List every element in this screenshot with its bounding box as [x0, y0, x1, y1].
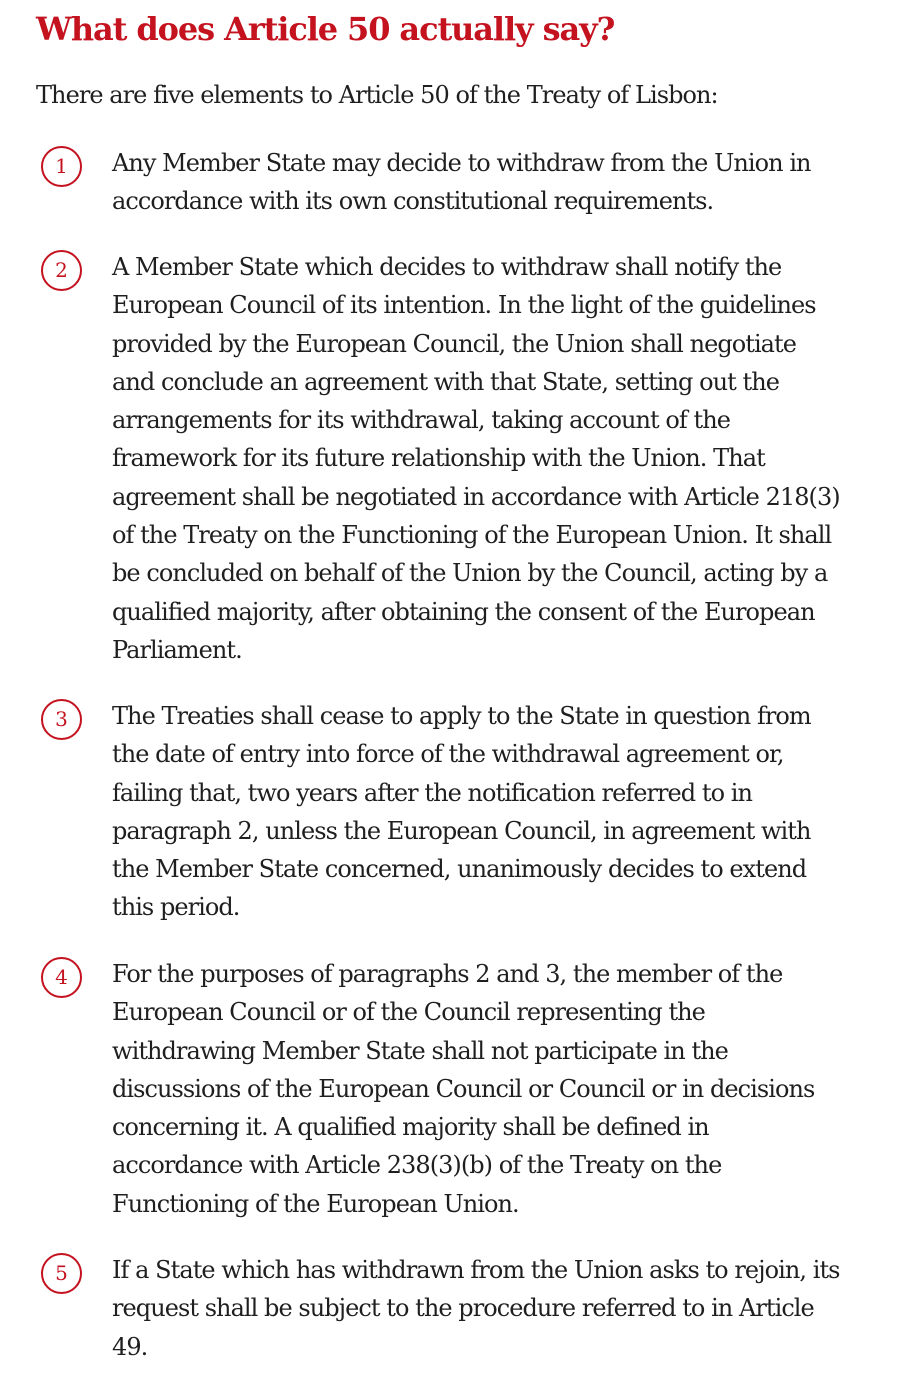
item-text: [112, 248, 840, 669]
text-line: qualified majority, after obtaining the consent of the European: [112, 597, 815, 626]
text-line: If a State which has withdrawn from the Union asks to rejoin, its: [112, 1256, 840, 1284]
text-line: the Member State concerned, unanimously decides to extend: [112, 855, 807, 884]
text-line: accordance with Article 238(3)(b) of the Treaty on the: [112, 1151, 722, 1180]
item-text: [112, 955, 814, 1223]
text-line: discussions of the European Council or Council or in decisions: [112, 1074, 815, 1103]
text-line: paragraph 2, unless the European Council, in agreement with: [112, 816, 811, 845]
text-line: agreement shall be negotiated in accordance with Article 218(3): [112, 482, 840, 511]
text-line: this period.: [112, 893, 240, 922]
item-text: [112, 697, 811, 927]
text-line: request shall be subject to the procedure referred to in Article: [112, 1294, 814, 1323]
text-line: The Treaties shall cease to apply to the State in question from: [112, 702, 811, 730]
text-line: For the purposes of paragraphs 2 and 3, the member of the: [112, 960, 783, 988]
item-number-badge: 2: [41, 250, 82, 291]
text-line: accordance with its own constitutional requirements.: [112, 187, 714, 216]
text-line: failing that, two years after the notification referred to in: [112, 778, 753, 807]
text-line: Parliament.: [112, 635, 242, 664]
text-line: provided by the European Council, the Union shall negotiate: [112, 329, 796, 358]
text-line: European Council or of the Council representing the: [112, 998, 705, 1027]
item-text: [112, 1251, 840, 1366]
text-line: arrangements for its withdrawal, taking account of the: [112, 406, 730, 435]
text-line: 49.: [112, 1332, 148, 1361]
page-title: What does Article 50 actually say?: [36, 10, 615, 48]
text-line: withdrawing Member State shall not participate in the: [112, 1036, 728, 1065]
item-number-badge: 5: [41, 1253, 82, 1294]
text-line: and conclude an agreement with that State, setting out the: [112, 367, 779, 396]
text-line: concerning it. A qualified majority shall be defined in: [112, 1113, 709, 1142]
text-line: Functioning of the European Union.: [112, 1189, 519, 1218]
text-line: the date of entry into force of the withdrawal agreement or,: [112, 740, 784, 769]
text-line: of the Treaty on the Functioning of the European Union. It shall: [112, 521, 832, 550]
text-line: framework for its future relationship with the Union. That: [112, 444, 765, 473]
text-line: European Council of its intention. In the light of the guidelines: [112, 291, 816, 320]
item-number-badge: 4: [41, 957, 82, 998]
text-line: A Member State which decides to withdraw shall notify the: [112, 253, 782, 281]
item-number-badge: 1: [41, 146, 82, 187]
intro-paragraph: There are five elements to Article 50 of the Treaty of Lisbon:: [36, 81, 718, 109]
text-line: Any Member State may decide to withdraw from the Union in: [112, 149, 811, 177]
text-line: be concluded on behalf of the Union by the Council, acting by a: [112, 559, 828, 588]
item-text: [112, 144, 811, 221]
item-number-badge: 3: [41, 699, 82, 740]
